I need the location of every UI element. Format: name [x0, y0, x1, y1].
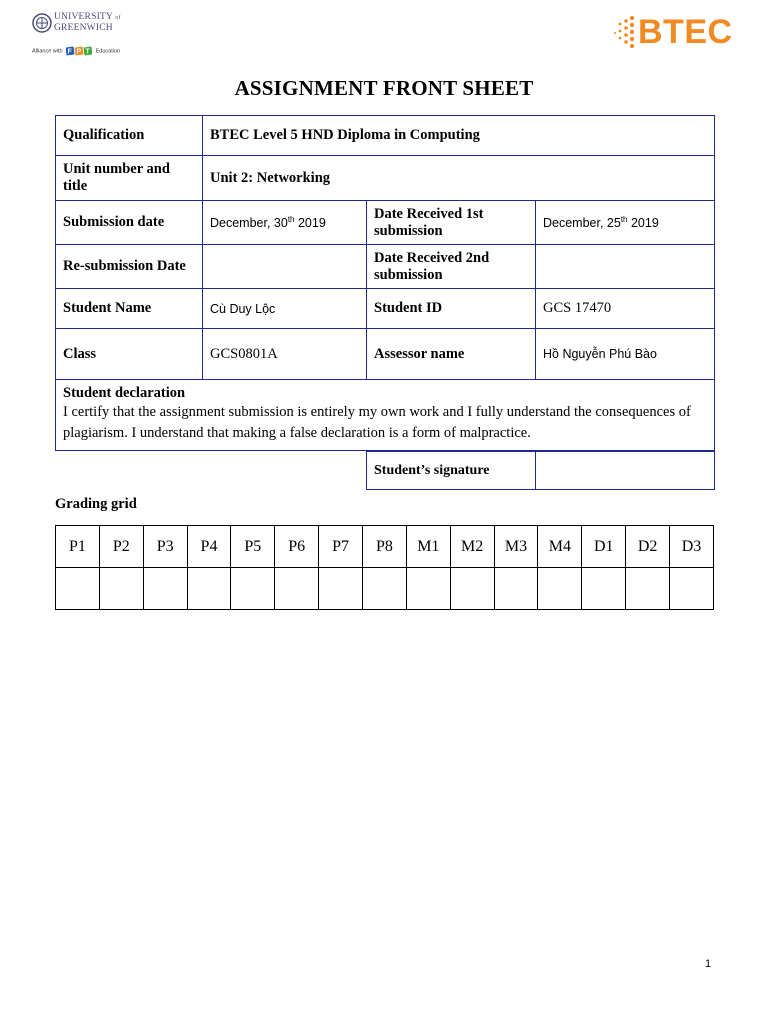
grade-header-p1: P1 [56, 526, 100, 568]
signature-table [366, 451, 715, 490]
submission-date-ordinal: th [287, 214, 295, 224]
date-received-2-label: Date Received 2nd submission [367, 245, 536, 289]
grade-header-p6: P6 [275, 526, 319, 568]
signature-row [367, 452, 715, 490]
alliance-suffix: Education [95, 48, 121, 55]
grade-cell-d3[interactable] [670, 568, 714, 610]
class-row [56, 329, 715, 380]
grading-value-row [56, 568, 714, 610]
grade-cell-p1[interactable] [56, 568, 100, 610]
alliance-prefix: Alliance with [32, 48, 63, 55]
alliance-line [32, 46, 120, 56]
grading-grid [55, 525, 714, 610]
student-id-label: Student ID [367, 289, 536, 329]
btec-logo [612, 14, 744, 50]
signature-label: Student’s signature [367, 452, 536, 490]
unit-row [56, 156, 715, 201]
submission-date-label: Submission date [56, 201, 203, 245]
date-received-1-value [536, 201, 715, 245]
signature-field[interactable] [536, 452, 715, 490]
declaration-row [56, 380, 715, 451]
grade-cell-m1[interactable] [406, 568, 450, 610]
university-line2: GREENWICH [54, 22, 113, 33]
page-title: ASSIGNMENT FRONT SHEET [234, 76, 534, 100]
grade-header-d3: D3 [670, 526, 714, 568]
btec-wordmark: BTEC [638, 13, 733, 51]
submission-date-value-text: December, 30 [210, 215, 288, 230]
university-line1: UNIVERSITY [54, 12, 113, 22]
resubmission-label: Re-submission Date [56, 245, 203, 289]
declaration-title: Student declaration [63, 385, 186, 401]
university-of-greenwich-logo [32, 13, 128, 59]
unit-value: Unit 2: Networking [203, 156, 715, 201]
grade-header-p2: P2 [99, 526, 143, 568]
grade-cell-m4[interactable] [538, 568, 582, 610]
svg-text:T: T [85, 48, 90, 56]
grade-header-m3: M3 [494, 526, 538, 568]
grade-header-d2: D2 [626, 526, 670, 568]
resubmission-row [56, 245, 715, 289]
grade-header-p4: P4 [187, 526, 231, 568]
student-id-value: GCS 17470 [536, 289, 715, 329]
university-of: of [115, 15, 121, 21]
grading-grid-label: Grading grid [55, 496, 137, 512]
grade-header-d1: D1 [582, 526, 626, 568]
grade-header-p5: P5 [231, 526, 275, 568]
student-name-value: Cù Duy Lộc [203, 289, 367, 329]
grade-cell-p3[interactable] [143, 568, 187, 610]
qualification-label: Qualification [56, 116, 203, 156]
date-received-1-text: December, 25 [543, 215, 621, 230]
grade-cell-d2[interactable] [626, 568, 670, 610]
grade-cell-p7[interactable] [319, 568, 363, 610]
resubmission-value[interactable] [203, 245, 367, 289]
qualification-value: BTEC Level 5 HND Diploma in Computing [203, 116, 715, 156]
class-value: GCS0801A [203, 329, 367, 380]
qualification-row [56, 116, 715, 156]
declaration-text: I certify that the assignment submission is entirely my own work and I fully understand the consequences of plagiarism. I understand that making a false declaration is a form of malpractice. [63, 404, 691, 441]
grade-cell-m3[interactable] [494, 568, 538, 610]
assignment-info-table [55, 115, 715, 451]
grade-cell-p2[interactable] [99, 568, 143, 610]
grade-header-p3: P3 [143, 526, 187, 568]
university-name [54, 13, 121, 33]
student-name-label: Student Name [56, 289, 203, 329]
declaration-cell [56, 380, 715, 451]
grade-cell-p4[interactable] [187, 568, 231, 610]
date-received-1-label: Date Received 1st submission [367, 201, 536, 245]
submission-date-row [56, 201, 715, 245]
grade-header-m2: M2 [450, 526, 494, 568]
grade-header-m4: M4 [538, 526, 582, 568]
grade-cell-p8[interactable] [363, 568, 407, 610]
university-crest-icon [32, 13, 52, 33]
svg-text:F: F [67, 48, 72, 56]
date-received-1-year: 2019 [627, 215, 659, 230]
btec-dots-icon [612, 14, 640, 50]
grading-header-row [56, 526, 714, 568]
assessor-label: Assessor name [367, 329, 536, 380]
grade-cell-p6[interactable] [275, 568, 319, 610]
grade-cell-p5[interactable] [231, 568, 275, 610]
grade-cell-d1[interactable] [582, 568, 626, 610]
unit-label: Unit number and title [56, 156, 203, 201]
date-received-1-ordinal: th [620, 214, 628, 224]
grade-header-p8: P8 [363, 526, 407, 568]
page-number: 1 [705, 958, 712, 970]
submission-date-year: 2019 [294, 215, 326, 230]
fpt-logo-icon [66, 46, 92, 56]
svg-text:P: P [76, 48, 82, 56]
student-row [56, 289, 715, 329]
grade-header-m1: M1 [406, 526, 450, 568]
date-received-2-value[interactable] [536, 245, 715, 289]
grade-header-p7: P7 [319, 526, 363, 568]
submission-date-value [203, 201, 367, 245]
class-label: Class [56, 329, 203, 380]
assessor-value: Hồ Nguyễn Phú Bào [536, 329, 715, 380]
grade-cell-m2[interactable] [450, 568, 494, 610]
